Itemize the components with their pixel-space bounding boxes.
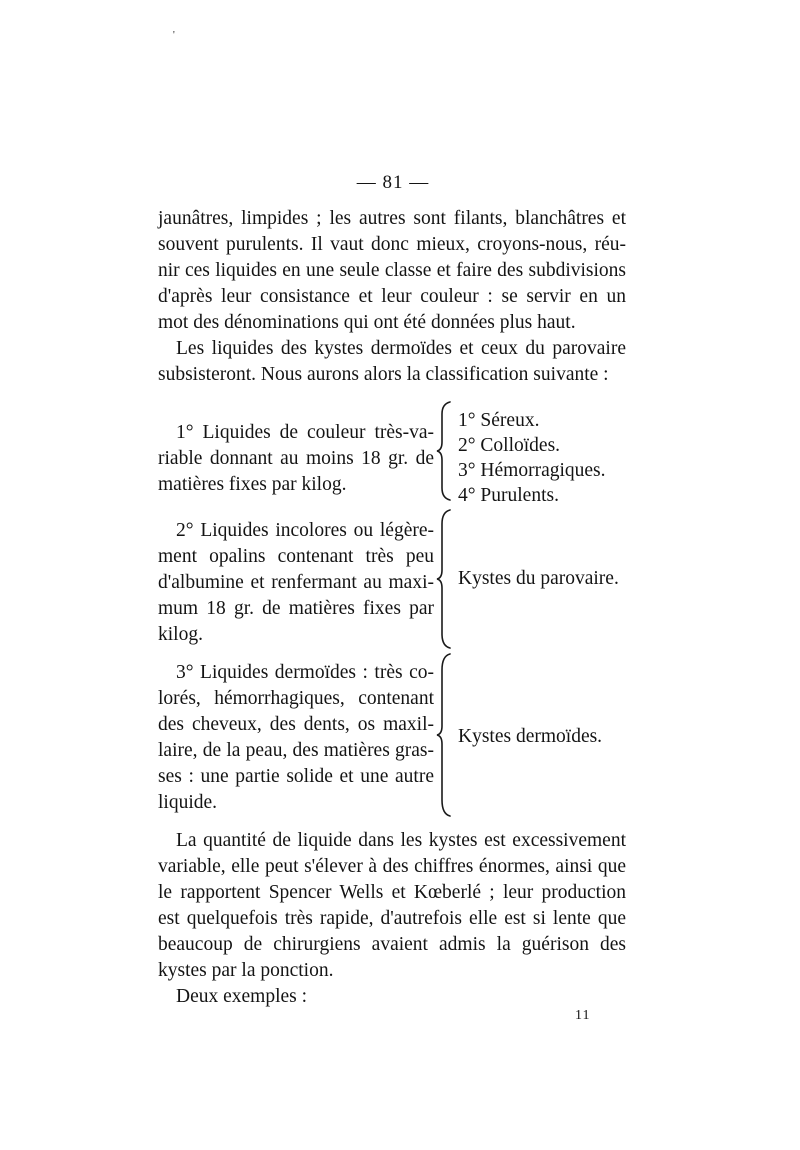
text-line: mum 18 gr. de matières fixes par bbox=[158, 598, 434, 619]
text-line: nir ces liquides en une seule classe et faire des subdivisions bbox=[158, 260, 626, 281]
subtype-item: 2° Colloïdes. bbox=[458, 435, 561, 456]
text-line: kystes par la ponction. bbox=[158, 960, 334, 981]
second-paragraph bbox=[158, 336, 626, 388]
brace-group1 bbox=[436, 400, 456, 502]
text-line: d'après leur consistance et leur couleur : se servir en un bbox=[158, 286, 626, 307]
subtype-item: 1° Séreux. bbox=[458, 410, 540, 431]
text-line: mot des dénominations qui ont été données plus haut. bbox=[158, 312, 576, 333]
group3-description bbox=[158, 660, 434, 816]
group1-subtypes bbox=[458, 408, 606, 508]
text-line: lorés, hémorrhagiques, contenant bbox=[158, 688, 434, 709]
text-line: d'albumine et renfermant au maxi- bbox=[158, 572, 434, 593]
text-line: La quantité de liquide dans les kystes est excessivement bbox=[176, 830, 626, 851]
text-line: beaucoup de chirurgiens avaient admis la guérison des bbox=[158, 934, 626, 955]
page-number: — 81 — bbox=[356, 172, 430, 193]
text-line: kilog. bbox=[158, 624, 203, 645]
text-line: ment opalins contenant très peu bbox=[158, 546, 434, 567]
parovaire-label: Kystes du parovaire. bbox=[458, 568, 619, 589]
text-line: Deux exemples : bbox=[176, 986, 308, 1007]
subtype-item: 3° Hémorragiques. bbox=[458, 460, 606, 481]
text-line: Les liquides des kystes dermoïdes et ceux du parovaire bbox=[176, 338, 626, 359]
text-line: le rapportent Spencer Wells et Kœberlé ; leur production bbox=[158, 882, 626, 903]
text-line: des cheveux, des dents, os maxil- bbox=[158, 714, 434, 735]
brace-group3 bbox=[436, 652, 456, 818]
subtype-item: 4° Purulents. bbox=[458, 485, 559, 506]
closing-paragraph bbox=[158, 828, 626, 1010]
text-line: variable, elle peut s'élever à des chiffres énormes, ainsi que bbox=[158, 856, 626, 877]
text-line: riable donnant au moins 18 gr. de bbox=[158, 448, 434, 469]
group2-description bbox=[158, 518, 434, 648]
text-line: est quelquefois très rapide, d'autrefois elle est si lente que bbox=[158, 908, 626, 929]
signature-mark: 11 bbox=[575, 1008, 591, 1023]
text-line: liquide. bbox=[158, 792, 218, 813]
text-line: ses : une partie solide et une autre bbox=[158, 766, 434, 787]
text-line: matières fixes par kilog. bbox=[158, 474, 347, 495]
dermoide-label: Kystes dermoïdes. bbox=[458, 726, 603, 747]
text-line: jaunâtres, limpides ; les autres sont filants, blanchâtres et bbox=[158, 208, 626, 229]
text-line: 2° Liquides incolores ou légère- bbox=[176, 520, 434, 541]
brace-group2 bbox=[436, 508, 456, 650]
text-line: 3° Liquides dermoïdes : très co- bbox=[176, 662, 434, 683]
group1-description bbox=[158, 420, 434, 498]
text-line: souvent purulents. Il vaut donc mieux, croyons-nous, réu- bbox=[158, 234, 626, 255]
stray-mark: ' bbox=[173, 30, 175, 41]
intro-paragraph bbox=[158, 206, 626, 336]
text-line: laire, de la peau, des matières gras- bbox=[158, 740, 434, 761]
text-line: subsisteront. Nous aurons alors la classification suivante : bbox=[158, 364, 609, 385]
text-line: 1° Liquides de couleur très-va- bbox=[176, 422, 434, 443]
